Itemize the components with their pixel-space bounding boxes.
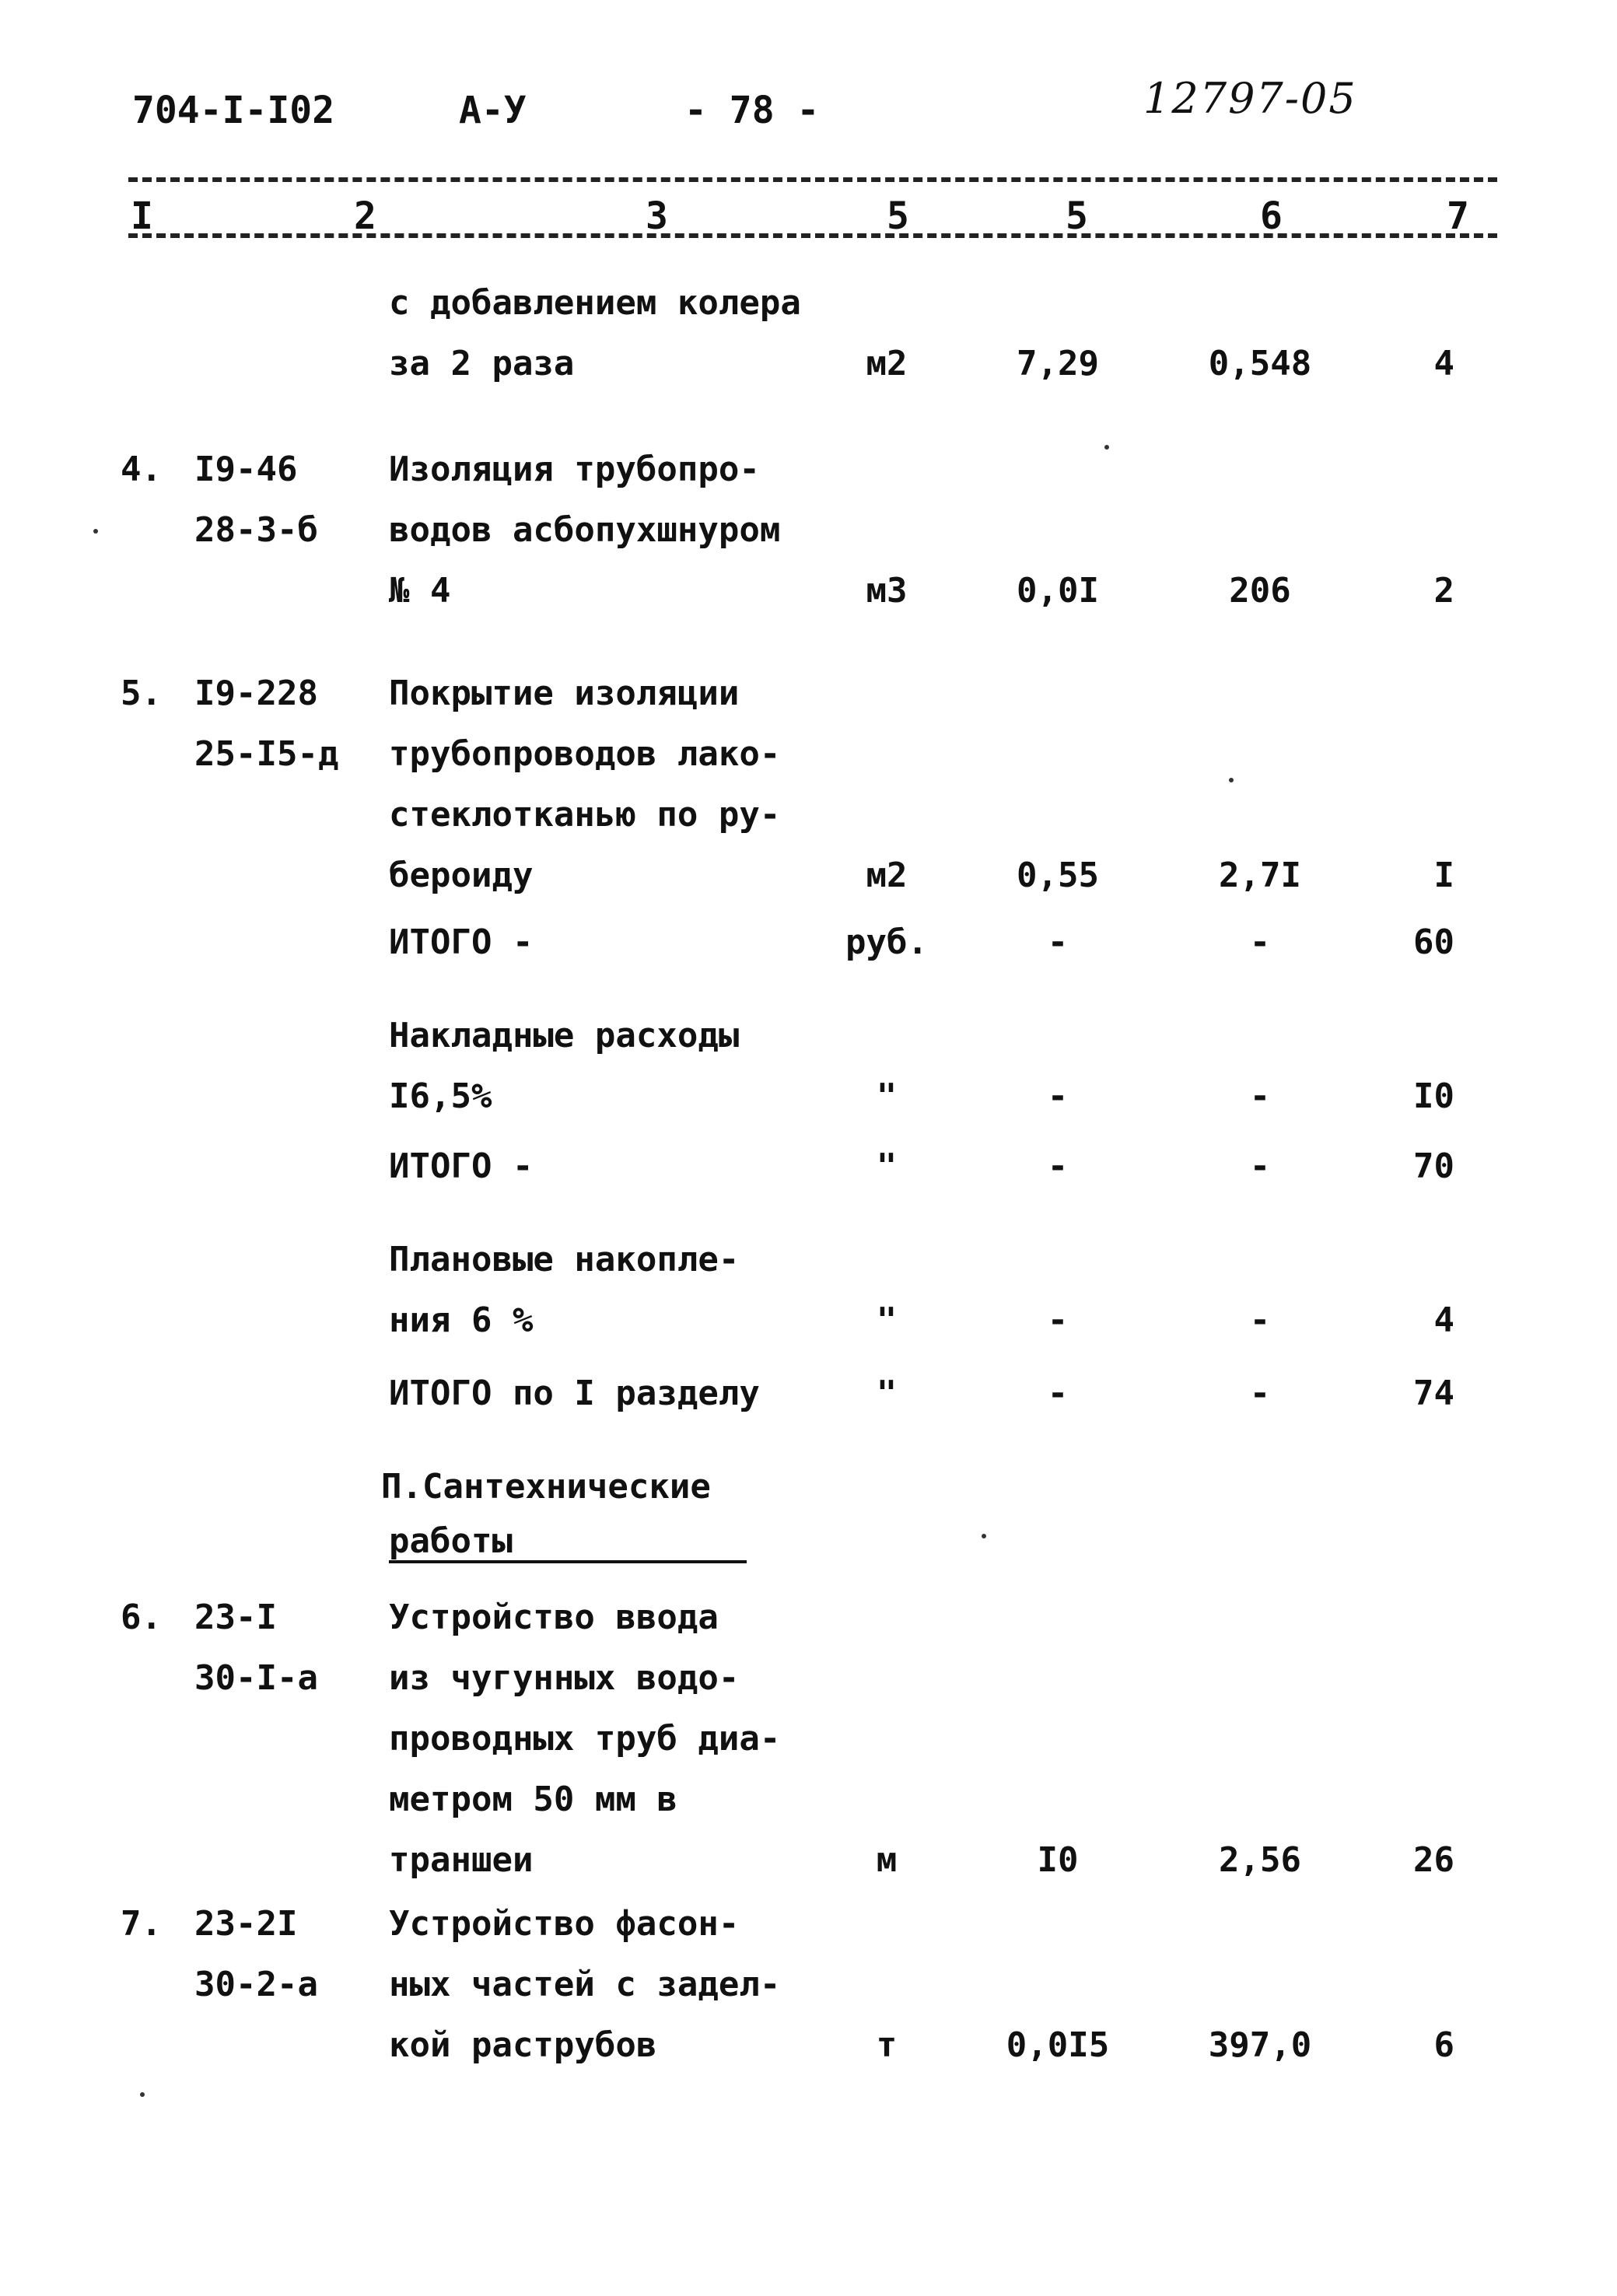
work-description-line: ния 6 % — [389, 1300, 534, 1340]
unit-price: - — [1249, 1076, 1271, 1116]
total-cost: 4 — [1433, 344, 1454, 383]
total-cost: 2 — [1433, 571, 1454, 611]
work-description-line: метром 50 мм в — [389, 1780, 677, 1819]
work-description-line: ИТОГО по I разделу — [389, 1374, 760, 1413]
work-description-line: Устройство фасон- — [389, 1904, 740, 1944]
stamp-number: 12797-05 — [1143, 74, 1357, 123]
scan-speck — [982, 1534, 986, 1538]
column-number: 3 — [646, 194, 668, 238]
unit-price: 0,548 — [1208, 344, 1312, 383]
quantity: 0,0I5 — [1006, 2025, 1110, 2065]
unit-price: 2,56 — [1219, 1840, 1301, 1880]
section-heading-subtitle-text: работы — [389, 1524, 747, 1563]
quantity: - — [1047, 1374, 1069, 1413]
work-description-line: из чугунных водо- — [389, 1658, 740, 1698]
header-rule-bottom — [128, 233, 1497, 238]
unit: " — [876, 1300, 898, 1340]
work-description-line: Накладные расходы — [389, 1016, 740, 1055]
norm-code: I9-228 — [194, 674, 318, 713]
column-number: 5 — [1066, 194, 1088, 238]
total-cost: 4 — [1433, 1300, 1454, 1340]
section-code: А-У — [459, 89, 527, 132]
quantity: - — [1047, 1300, 1069, 1340]
total-cost: 60 — [1413, 922, 1454, 962]
work-description-line: стеклотканью по ру- — [389, 795, 781, 835]
work-description-line: с добавлением колера — [389, 283, 801, 323]
quantity: - — [1047, 922, 1069, 962]
norm-code: 23-I — [194, 1598, 277, 1637]
work-description-line: водов асбопухшнуром — [389, 510, 781, 550]
price-code: 28-3-б — [194, 510, 318, 550]
unit: м2 — [866, 344, 908, 383]
section-heading-title: П.Сантехнические — [381, 1467, 711, 1507]
work-description-line: I6,5% — [389, 1076, 492, 1116]
work-description-line: Плановые накопле- — [389, 1240, 740, 1279]
row-number: 6. — [121, 1598, 162, 1637]
unit-price: - — [1249, 922, 1271, 962]
quantity: I0 — [1037, 1840, 1079, 1880]
header-rule-top — [128, 177, 1497, 182]
unit: м — [876, 1840, 898, 1880]
unit-price: - — [1249, 1300, 1271, 1340]
work-description-line: Устройство ввода — [389, 1598, 719, 1637]
work-description-line: траншеи — [389, 1840, 534, 1880]
unit-price: 206 — [1229, 571, 1291, 611]
total-cost: 6 — [1433, 2025, 1454, 2065]
column-number: 6 — [1260, 194, 1283, 238]
row-number: 4. — [121, 450, 162, 489]
work-description-line: кой раструбов — [389, 2025, 657, 2065]
norm-code: 23-2I — [194, 1904, 298, 1944]
total-cost: I0 — [1413, 1076, 1454, 1116]
work-description-line: за 2 раза — [389, 344, 575, 383]
price-code: 25-I5-д — [194, 734, 339, 774]
column-number: 5 — [887, 194, 909, 238]
scan-speck — [1104, 445, 1109, 450]
unit: т — [876, 2025, 898, 2065]
row-number: 5. — [121, 674, 162, 713]
work-description-line: бероиду — [389, 856, 534, 895]
unit-price: - — [1249, 1146, 1271, 1186]
total-cost: 70 — [1413, 1146, 1454, 1186]
column-number: I — [131, 194, 153, 238]
quantity: - — [1047, 1076, 1069, 1116]
price-code: 30-2-а — [194, 1965, 318, 2004]
norm-code: I9-46 — [194, 450, 298, 489]
scan-speck — [1229, 778, 1234, 782]
unit-price: 2,7I — [1219, 856, 1301, 895]
quantity: 0,55 — [1017, 856, 1099, 895]
unit-price: 397,0 — [1208, 2025, 1312, 2065]
work-description-line: № 4 — [389, 571, 451, 611]
unit: " — [876, 1076, 898, 1116]
page-number: - 78 - — [684, 89, 820, 132]
work-description-line: ных частей с задел- — [389, 1965, 781, 2004]
unit: м3 — [866, 571, 908, 611]
work-description-line: Покрытие изоляции — [389, 674, 740, 713]
column-number: 2 — [354, 194, 376, 238]
unit-price: - — [1249, 1374, 1271, 1413]
work-description-line: Изоляция трубопро- — [389, 450, 760, 489]
unit: " — [876, 1146, 898, 1186]
unit: м2 — [866, 856, 908, 895]
doc-code: 704-I-I02 — [132, 89, 335, 132]
total-cost: 74 — [1413, 1374, 1454, 1413]
total-cost: 26 — [1413, 1840, 1454, 1880]
quantity: 7,29 — [1017, 344, 1099, 383]
section-heading-subtitle — [389, 1521, 747, 1563]
work-description-line: ИТОГО - — [389, 1146, 534, 1186]
work-description-line: проводных труб диа- — [389, 1719, 781, 1759]
quantity: 0,0I — [1017, 571, 1099, 611]
scan-speck — [140, 2092, 145, 2097]
row-number: 7. — [121, 1904, 162, 1944]
total-cost: I — [1433, 856, 1454, 895]
unit: " — [876, 1374, 898, 1413]
quantity: - — [1047, 1146, 1069, 1186]
price-code: 30-I-а — [194, 1658, 318, 1698]
work-description-line: ИТОГО - — [389, 922, 534, 962]
work-description-line: трубопроводов лако- — [389, 734, 781, 774]
unit: руб. — [845, 922, 928, 962]
column-number: 7 — [1447, 194, 1469, 238]
scan-speck — [93, 529, 98, 534]
